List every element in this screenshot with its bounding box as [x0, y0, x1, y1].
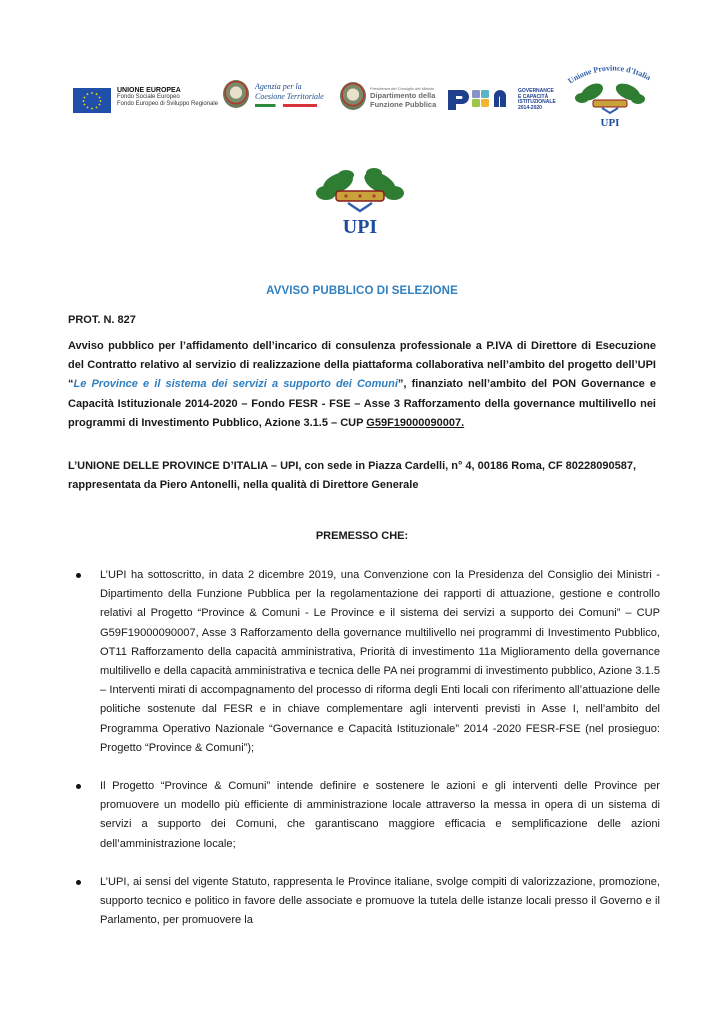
italian-flag-bar: [255, 104, 317, 107]
eu-line2: Fondo Europeo di Sviluppo Regionale: [117, 101, 219, 107]
cup-code: G59F19000090007.: [366, 416, 465, 429]
bullet-icon: [76, 573, 81, 578]
list-item-text: L’UPI ha sottoscritto, in data 2 dicembre 2019, una Convenzione con la Presidenza del Consiglio dei Ministri - Dipartimento della Funzione Pubblica per la regolamentazione dei rapporti di attuazione, gestione e controllo relativi al Progetto “Province & Comuni - Le Province e il sistema dei servizi a supporto dei Comuni” – CUP G59F19000090007, Asse 3 Rafforzamento della governance multilivello nei programmi di Investimento Pubblico, OT11 Rafforzamento della capacità amministrativa, Priorità di investimento 11a Miglioramento della governance multilivello e della capacità amministrativa e tecnica delle PA nei programmi di investimento pubblico, Azione 3.1.5 – Interventi mirati di accompagnamento del processo di riforma degli Enti locali con riferimento all’attuazione delle politiche sostenute dal FESR e in chiave complementare agli interventi previsti in Asse I, nell’ambito del Programma Operativo Nazionale “Governance e Capacità Istituzionale” 2014 -2020 FESR-FSE (nel prosieguo: Progetto “Province & Comuni”);: [100, 569, 660, 754]
bullet-icon: [76, 784, 81, 789]
svg-text:Unione Province d'Italia: [566, 63, 652, 85]
upi-arc-text: Unione Province d'Italia: [566, 63, 653, 86]
list-item: [68, 777, 660, 854]
lead-paragraph: [68, 337, 656, 433]
dfp-small: Presidenza del Consiglio dei Ministri: [370, 86, 435, 91]
italian-republic-emblem-icon: [340, 82, 366, 110]
list-item: [68, 566, 660, 758]
header-logos: [70, 60, 670, 140]
upi-main-label: UPI: [342, 216, 378, 238]
upi-small-label: UPI: [600, 117, 620, 129]
organisation-statement: L’UNIONE DELLE PROVINCE D’ITALIA – UPI, con sede in Piazza Cardelli, n° 4, 00186 Roma, CF 80228090587, rappresentata da Piero Antonelli, nella qualità di Direttore Generale: [68, 460, 637, 491]
protocol-number: PROT. N. 827: [68, 314, 136, 326]
pon-wordmark-icon: [448, 88, 514, 110]
act-line1: Agenzia per la: [255, 82, 302, 91]
project-name: Le Province e il sistema dei servizi a supporto dei Comuni: [73, 378, 398, 391]
italian-republic-emblem-icon: [223, 80, 249, 108]
lead-text-2: ”, finanziato nell’ambito del PON Governance e Capacità Istituzionale 2014-2020 – Fondo FESR - FSE – Asse 3 Rafforzamento della governance multilivello nei programmi di Investimento Pubblico, Azione 3.1.5 – CUP: [68, 378, 657, 429]
pon-line3: ISTITUZIONALE: [518, 99, 556, 105]
bullet-icon: [76, 880, 81, 885]
pon-line1: GOVERNANCE: [518, 88, 554, 94]
upi-crown-icon: [560, 60, 660, 130]
dfp-line2: Funzione Pubblica: [370, 100, 437, 109]
list-item-text: L’UPI, ai sensi del vigente Statuto, rappresenta le Province italiane, svolge compiti di valorizzazione, promozione, supporto tecnico e politico in favore delle associate e promuove la tutela delle istanze locali presso il Governo e il Parlamento, per promuovere la: [100, 875, 660, 927]
pon-line4: 2014-2020: [518, 104, 542, 111]
section-heading-premesso: PREMESSO CHE:: [315, 530, 409, 542]
upi-small-logo: [560, 60, 660, 130]
eu-flag-icon: [73, 88, 111, 113]
pon-logo: [448, 88, 568, 114]
eu-title: UNIONE EUROPEA: [117, 87, 181, 94]
page-title: AVVISO PUBBLICO DI SELEZIONE: [266, 285, 458, 297]
eu-line1: Fondo Sociale Europeo: [117, 94, 180, 100]
agenzia-coesione-logo: [223, 80, 333, 116]
pon-line2: E CAPACITÀ: [518, 93, 549, 100]
upi-main-logo: [310, 165, 410, 240]
act-line2: Coesione Territoriale: [255, 92, 324, 101]
funzione-pubblica-logo: [340, 82, 460, 116]
upi-crown-icon: [310, 165, 410, 240]
premesso-list: [68, 566, 660, 949]
dfp-line1: Dipartimento della: [370, 91, 436, 100]
list-item: [68, 873, 660, 931]
lead-text-1: Avviso pubblico per l’affidamento dell’incarico di consulenza professionale a P.IVA di Direttore di Esecuzione del Contratto relativo al servizio di realizzazione della piattaforma collaborativa nell’ambito del progetto dell’UPI “: [68, 340, 656, 391]
list-item-text: Il Progetto “Province & Comuni” intende definire e sostenere le azioni e gli interventi delle Province per promuovere un modello più efficiente di amministrazione locale attraverso la messa in opera di un sistema di servizi a supporto dei Comuni, che garantiscano maggiore efficacia e semplificazione delle azioni dell’amministrazione locale;: [100, 780, 660, 850]
